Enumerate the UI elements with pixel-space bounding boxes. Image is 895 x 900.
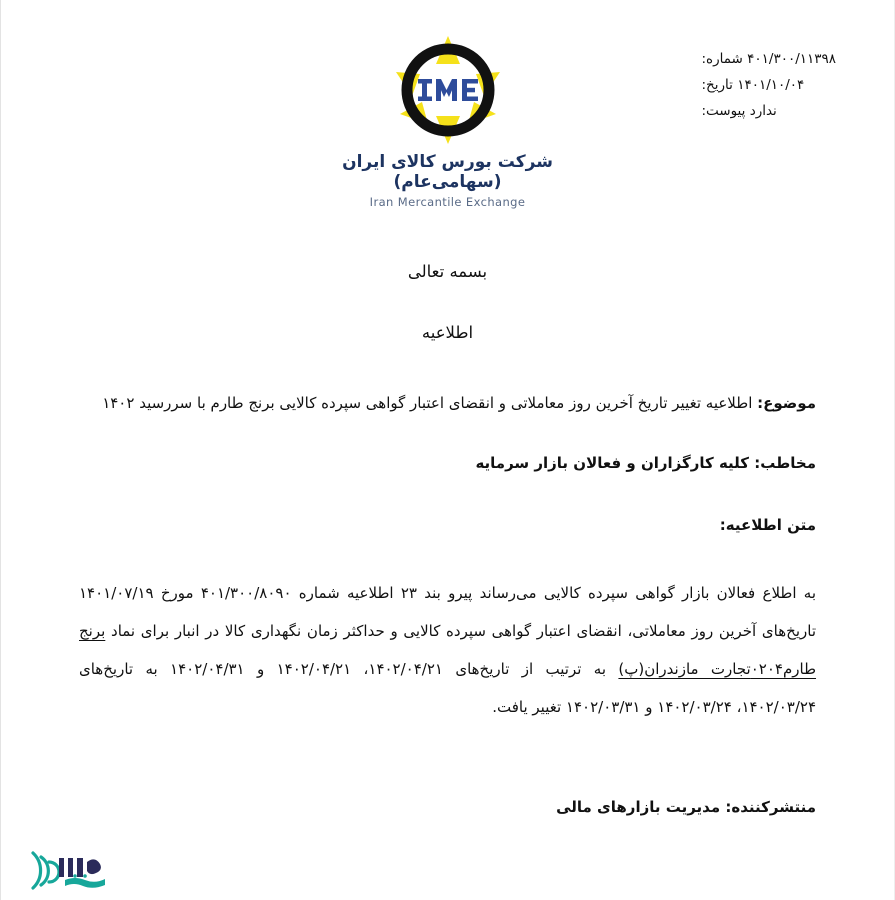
addressee-line xyxy=(79,448,816,478)
company-name-en: Iran Mercantile Exchange xyxy=(369,195,526,209)
kalakhabar-watermark xyxy=(15,836,119,894)
meta-date-value: ۱۴۰۱/۱۰/۰۴ xyxy=(737,77,805,93)
ime-logo-block xyxy=(298,34,598,209)
invocation-line: بسمه تعالی xyxy=(407,262,488,281)
body-part-one: به اطلاع فعالان بازار گواهی سپرده کالایی می‌رساند پیرو بند ۲۳ اطلاعیه شماره ۴۰۱/۳۰۰/۸۰۹۰ مورخ ۱۴۰۱/۰۷/۱۹ تاریخ‌های آخرین روز معاملاتی، انقضای اعتبار گواهی سپرده کالایی و حداکثر زمان نگهداری کالا در انبار برای نماد xyxy=(79,584,816,640)
subject-value: اطلاعیه تغییر تاریخ آخرین روز معاملاتی و انقضای اعتبار گواهی سپرده کالایی برنج طارم با سررسید ۱۴۰۲ xyxy=(102,394,753,412)
body-part-two: به ترتیب از تاریخ‌های ۱۴۰۲/۰۴/۲۱، ۱۴۰۲/۰۴/۲۱ و ۱۴۰۲/۰۴/۳۱ به تاریخ‌های ۱۴۰۲/۰۳/۲۴، ۱۴۰۲/۰۳/۲۴ و ۱۴۰۲/۰۳/۳۱ تغییر یافت. xyxy=(79,660,816,716)
body-label: متن اطلاعیه: xyxy=(719,516,816,534)
addressee-label: مخاطب: xyxy=(754,454,816,472)
document-header xyxy=(1,34,894,209)
publisher-value: مدیریت بازارهای مالی xyxy=(556,798,721,816)
meta-attachment-label: پیوست: xyxy=(701,103,746,119)
meta-row-date xyxy=(701,72,836,98)
ime-logo-icon xyxy=(392,34,504,146)
meta-number-label: شماره: xyxy=(701,51,743,67)
document-content xyxy=(79,262,816,726)
meta-row-attachment xyxy=(701,98,836,124)
meta-row-number xyxy=(701,46,836,72)
subject-line xyxy=(79,388,816,418)
meta-number-value: ۴۰۱/۳۰۰/۱۱۳۹۸ xyxy=(747,51,836,67)
meta-date-label: تاریخ: xyxy=(701,77,733,93)
meta-attachment-value: ندارد xyxy=(749,103,777,119)
publisher-line xyxy=(556,798,816,816)
document-meta xyxy=(701,46,836,124)
commodity-symbol: برنج طارم۰۲۰۴تجارت مازندران(پ) xyxy=(79,622,817,678)
addressee-value: کلیه کارگزاران و فعالان بازار سرمایه xyxy=(475,454,750,472)
company-name-fa: شرکت بورس کالای ایران (سهامی‌عام) xyxy=(342,152,553,192)
document-title: اطلاعیه xyxy=(421,323,474,342)
body-paragraph xyxy=(79,574,816,726)
publisher-label: منتشرکننده: xyxy=(725,798,816,816)
subject-label: موضوع: xyxy=(757,394,816,412)
